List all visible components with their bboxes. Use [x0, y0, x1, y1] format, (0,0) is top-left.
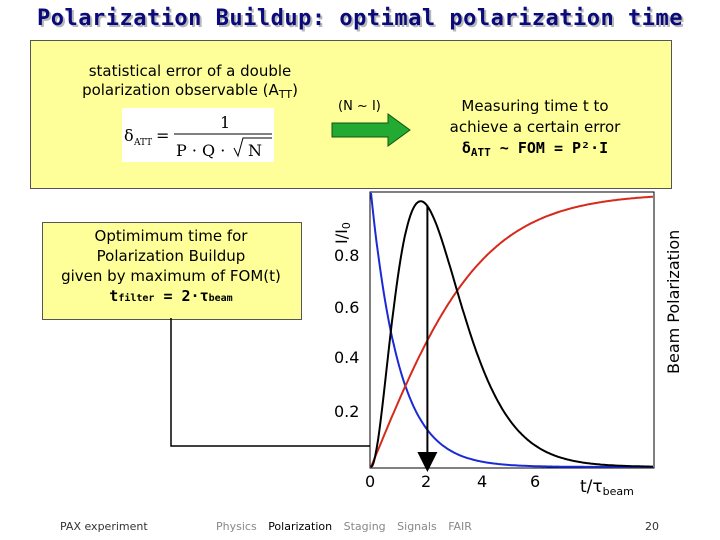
footer-left: PAX experiment	[60, 520, 148, 533]
svg-text:δ: δ	[124, 126, 134, 145]
fom-pre: δ	[461, 139, 471, 157]
stat-line-2-pre: polarization observable (A	[82, 81, 279, 99]
fom-post: ~ FOM = P²·I	[490, 139, 609, 157]
x-axis-label	[580, 477, 634, 498]
nav-item[interactable]: Staging	[343, 520, 386, 533]
y-tick-label: 0.2	[334, 402, 360, 421]
fom-sub: ATT	[470, 146, 491, 159]
x-tick-label: 0	[365, 472, 376, 491]
tfilter-sub-2: beam	[208, 293, 233, 304]
svg-text:1: 1	[220, 113, 231, 132]
tfilter-sub: filter	[118, 293, 155, 304]
footer-nav	[216, 520, 480, 533]
measure-line-2: achieve a certain error	[449, 118, 621, 136]
optimum-line-2: Polarization Buildup	[96, 247, 246, 265]
y-tick-label: 0.6	[334, 298, 360, 317]
svg-text:N: N	[248, 141, 262, 160]
x-tick-label: 6	[530, 472, 541, 491]
stat-line-2-post: )	[292, 81, 298, 99]
y-axis-label-right: Beam Polarization	[664, 229, 683, 374]
page-title: Polarization Buildup: optimal polarization time	[36, 6, 684, 31]
x-tick-label: 4	[477, 472, 488, 491]
page-number: 20	[645, 520, 659, 533]
svg-text:=: =	[156, 126, 170, 145]
y-axis-label-left	[332, 222, 353, 244]
measure-line-1: Measuring time t to	[461, 97, 609, 115]
y-axis-label-left-sub: 0	[340, 222, 353, 230]
tfilter-pre: t	[109, 287, 119, 305]
nav-item[interactable]: Physics	[216, 520, 257, 533]
optimum-line-3: given by maximum of FOM(t)	[61, 267, 281, 285]
stat-line-2-sub: TT	[278, 88, 293, 101]
nav-item[interactable]: Signals	[397, 520, 437, 533]
svg-text:ATT: ATT	[134, 138, 153, 148]
stat-line-1: statistical error of a double	[88, 62, 292, 80]
n-proportional-label: (N ~ I)	[338, 99, 381, 114]
y-axis-label-left-pre: I/I	[332, 229, 351, 244]
tfilter-mid: = 2·τ	[154, 287, 209, 305]
y-tick-label: 0.8	[334, 246, 360, 265]
x-axis-label-pre: t/τ	[580, 477, 603, 497]
right-arrow-icon	[332, 114, 410, 146]
svg-text:P · Q ·: P · Q ·	[176, 141, 226, 160]
nav-item[interactable]: FAIR	[448, 520, 472, 533]
x-axis-label-sub: beam	[602, 485, 634, 498]
y-tick-label: 0.4	[334, 348, 360, 367]
optimum-line-1: Optimimum time for	[94, 227, 248, 245]
x-tick-label: 2	[421, 472, 432, 491]
nav-item-active[interactable]: Polarization	[268, 520, 333, 533]
